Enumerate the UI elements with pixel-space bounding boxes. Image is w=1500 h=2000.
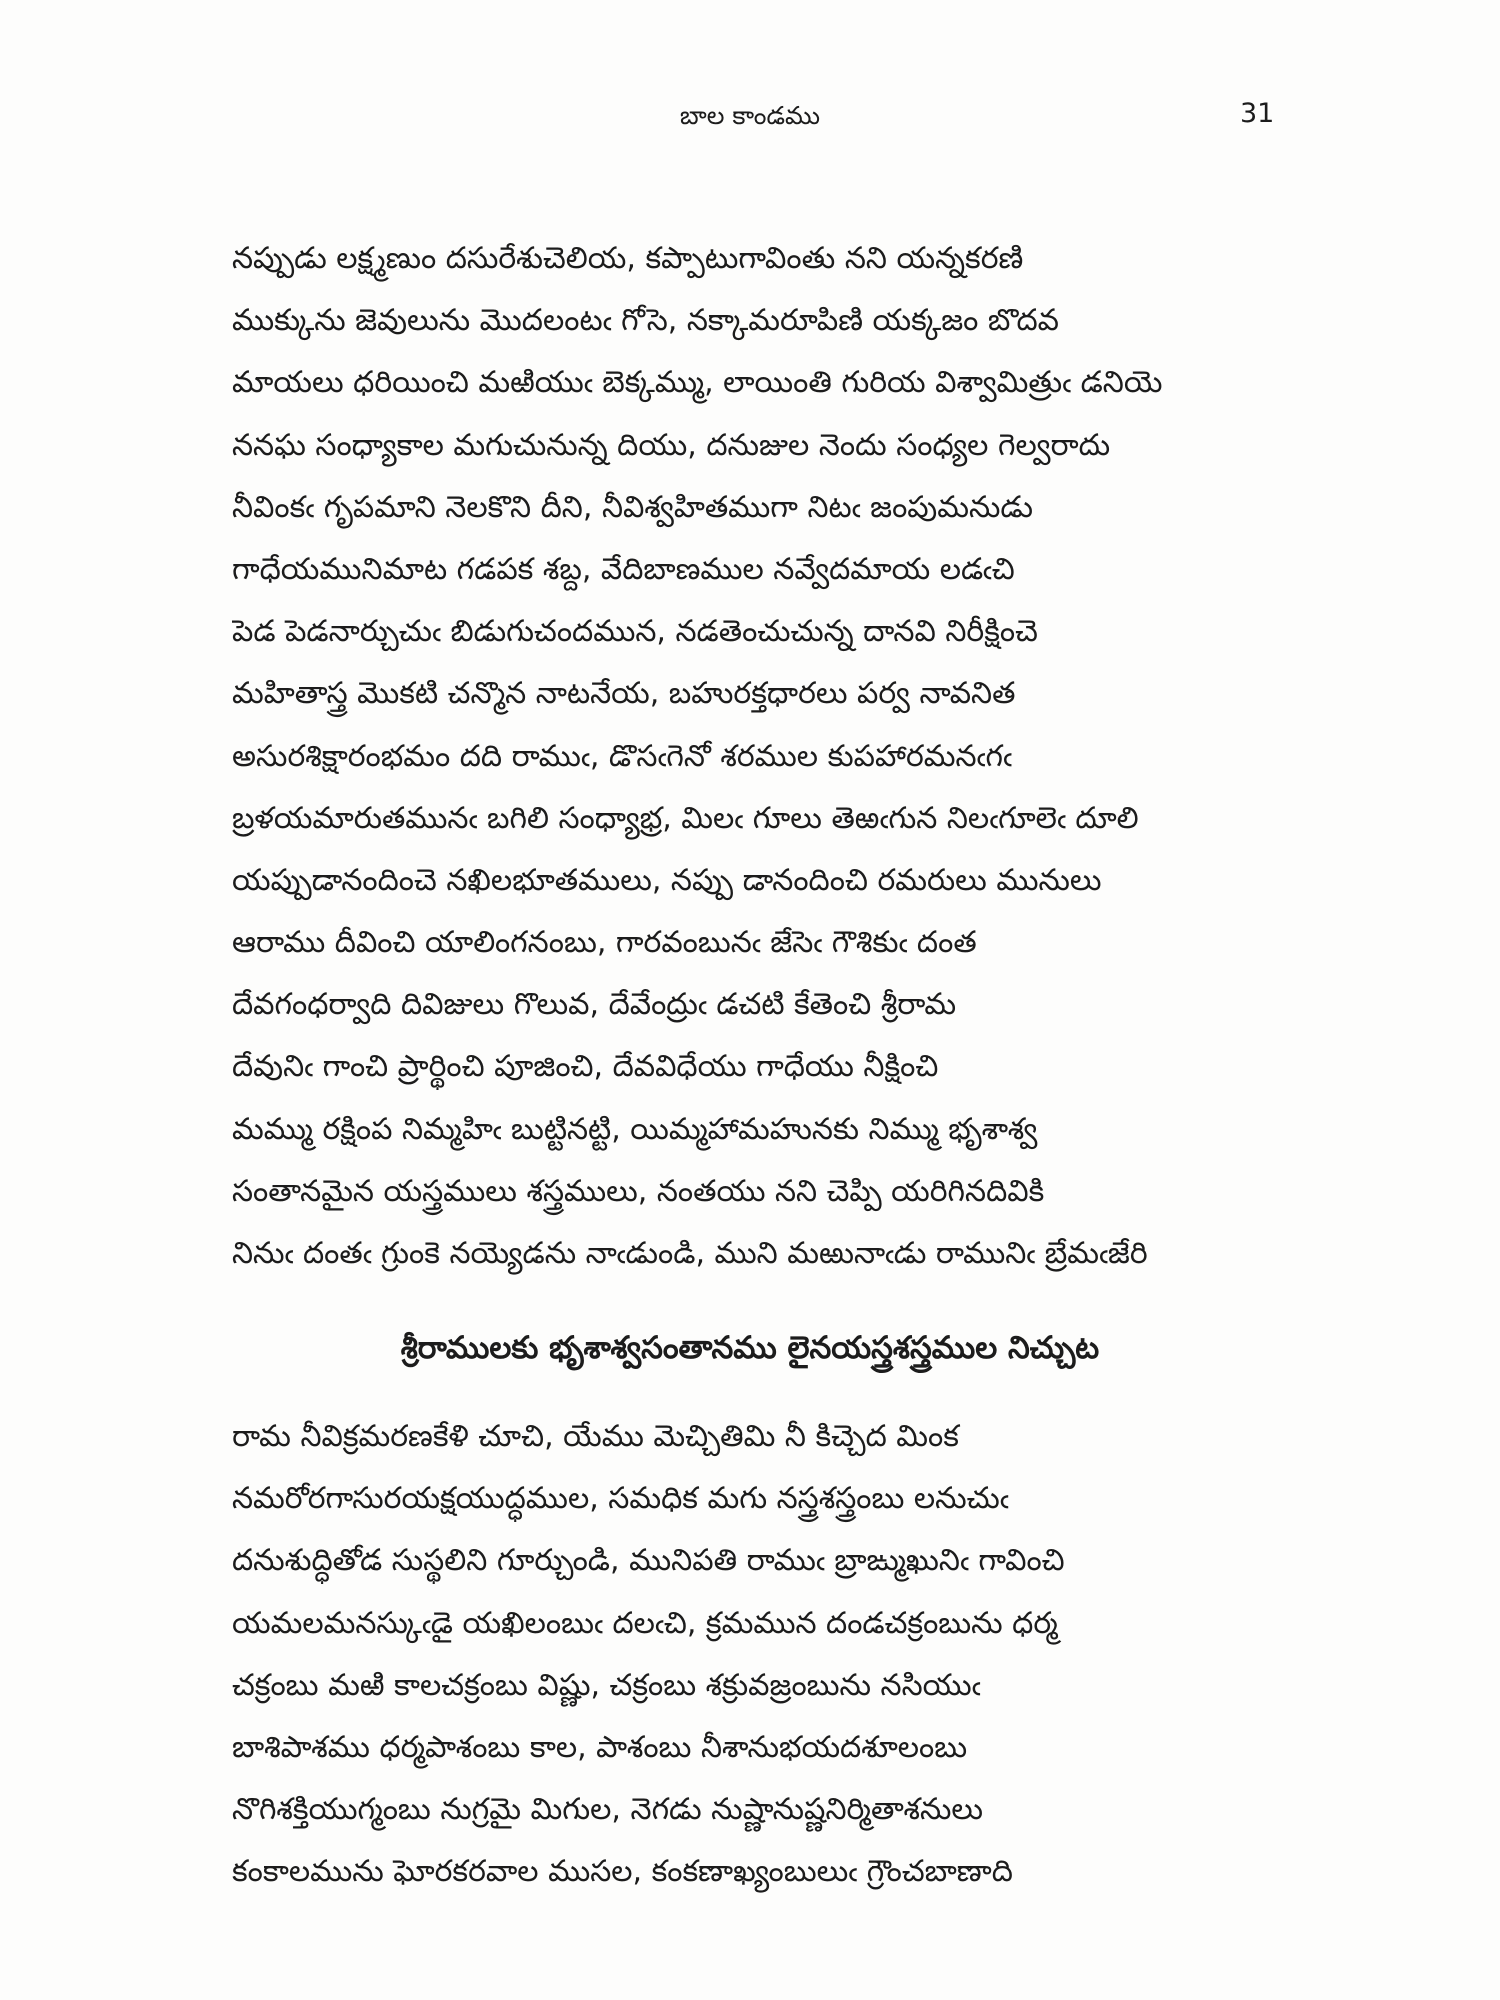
verse-line: నినుఁ దంతఁ గ్రుంకె నయ్యెడను నాఁడుండి, ముని మఱునాఁడు రామునిఁ బ్రేమఁజేరి [232, 1236, 1148, 1271]
verse-block-top [232, 228, 1292, 1285]
verse-line: బ్రళయమారుతమునఁ బగిలి సంధ్యాభ్ర, మిలఁ గూలు తెఱఁగున నిలఁగూలెఁ దూలి [232, 800, 1139, 836]
verse-line: సంతానమైన యస్త్రములు శస్త్రములు, నంతయు నని చెప్పి యరిగినదివికి [232, 1173, 1045, 1209]
verse-line: దేవగంధర్వాది దివిజులు గొలువ, దేవేంద్రుఁ డచటి కేతెంచి శ్రీరామ [232, 987, 957, 1023]
verse-line: బాశిపాశము ధర్మపాశంబు కాల, పాశంబు నీశానుభయదశూలంబు [232, 1729, 968, 1765]
verse-line: నీవింకఁ గృపమాని నెలకొని దీని, నీవిశ్వహితముగా నిటఁ జంపుమనుడు [232, 489, 1034, 525]
verse-line: నమరోరగాసురయక్షయుద్ధముల, సమధిక మగు నస్త్రశస్త్రంబు లనుచుఁ [232, 1481, 1009, 1517]
verse-line: రామ నీవిక్రమరణకేళి చూచి, యేము మెచ్చితిమి నీ కిచ్చెద మింక [232, 1419, 959, 1454]
verse-line: పెడ పెడనార్చుచుఁ బిడుగుచందమున, నడతెంచుచున్న దానవి నిరీక్షించె [232, 614, 1038, 650]
verse-line: దనుశుద్ధితోడ సుస్థలిని గూర్చుండి, మునిపతి రాముఁ బ్రాఙ్ముఖునిఁ గావించి [232, 1543, 1065, 1579]
verse-line: అసురశిక్షారంభమం దది రాముఁ, డొసఁగెనో శరముల కుపహారమనఁగఁ [232, 738, 1012, 774]
verse-line: నప్పుడు లక్ష్మణుం దసురేశుచెలియ, కప్పాటుగావింతు నని యన్నకరణి [232, 241, 1024, 276]
verse-line: కంకాలమును ఘోరకరవాల ముసల, కంకణాఖ్యంబులుఁ గ్రౌంచబాణాది [232, 1854, 1013, 1890]
verse-line: మమ్ము రక్షింప నిమ్మహిఁ బుట్టినట్టి, యిమ్మహామహునకు నిమ్ము భృశాశ్వ [232, 1111, 1038, 1147]
verse-line: ఆరాము దీవించి యాలింగనంబు, గారవంబునఁ జేసెఁ గౌశికుఁ దంత [232, 925, 977, 961]
verse-line: యమలమనస్కుఁడై యఖిలంబుఁ దలఁచి, క్రమమున దండచక్రంబును ధర్మ [232, 1605, 1058, 1641]
verse-line: చక్రంబు మఱి కాలచక్రంబు విష్ణు, చక్రంబు శక్రువజ్రంబును నసియుఁ [232, 1667, 981, 1703]
verse-line: మహితాస్త్ర మొకటి చన్మొన నాటనేయ, బహురక్తధారలు పర్వ నావనిత [232, 676, 1016, 712]
page-number: 31 [1240, 98, 1275, 129]
verse-line: మాయలు ధరియించి మఱియుఁ బెక్కమ్ము, లాయింతి గురియ విశ్వామిత్రుఁ డనియె [232, 365, 1163, 401]
verse-line: దేవునిఁ గాంచి ప్రార్థించి పూజించి, దేవవిధేయు గాధేయు నీక్షించి [232, 1049, 939, 1085]
verse-line: ననఘ సంధ్యాకాల మగుచునున్న దియు, దనుజుల నెందు సంధ్యల గెల్వరాదు [232, 427, 1111, 463]
verse-block-bottom [232, 1406, 1292, 1904]
running-header: బాల కాండము [679, 101, 821, 130]
verse-line: యప్పుడానందించె నఖిలభూతములు, నప్పు డానందించి రమరులు మునులు [232, 862, 1102, 898]
verse-line: నొగిశక్తియుగ్మంబు నుగ్రమై మిగుల, నెగడు నుష్ణానుష్ణనిర్మితాశనులు [232, 1792, 984, 1828]
section-heading: శ్రీరాములకు భృశాశ్వసంతానము లైనయస్త్రశస్త్రముల నిచ్చుట [400, 1330, 1100, 1366]
verse-line: గాధేయమునిమాట గడపక శబ్ద, వేదిబాణముల నవ్వేదమాయ లడఁచి [232, 551, 1015, 587]
verse-line: ముక్కును జెవులును మొదలంటఁ గోసె, నక్కామరూపిణి యక్కజం బొదవ [232, 303, 1059, 339]
